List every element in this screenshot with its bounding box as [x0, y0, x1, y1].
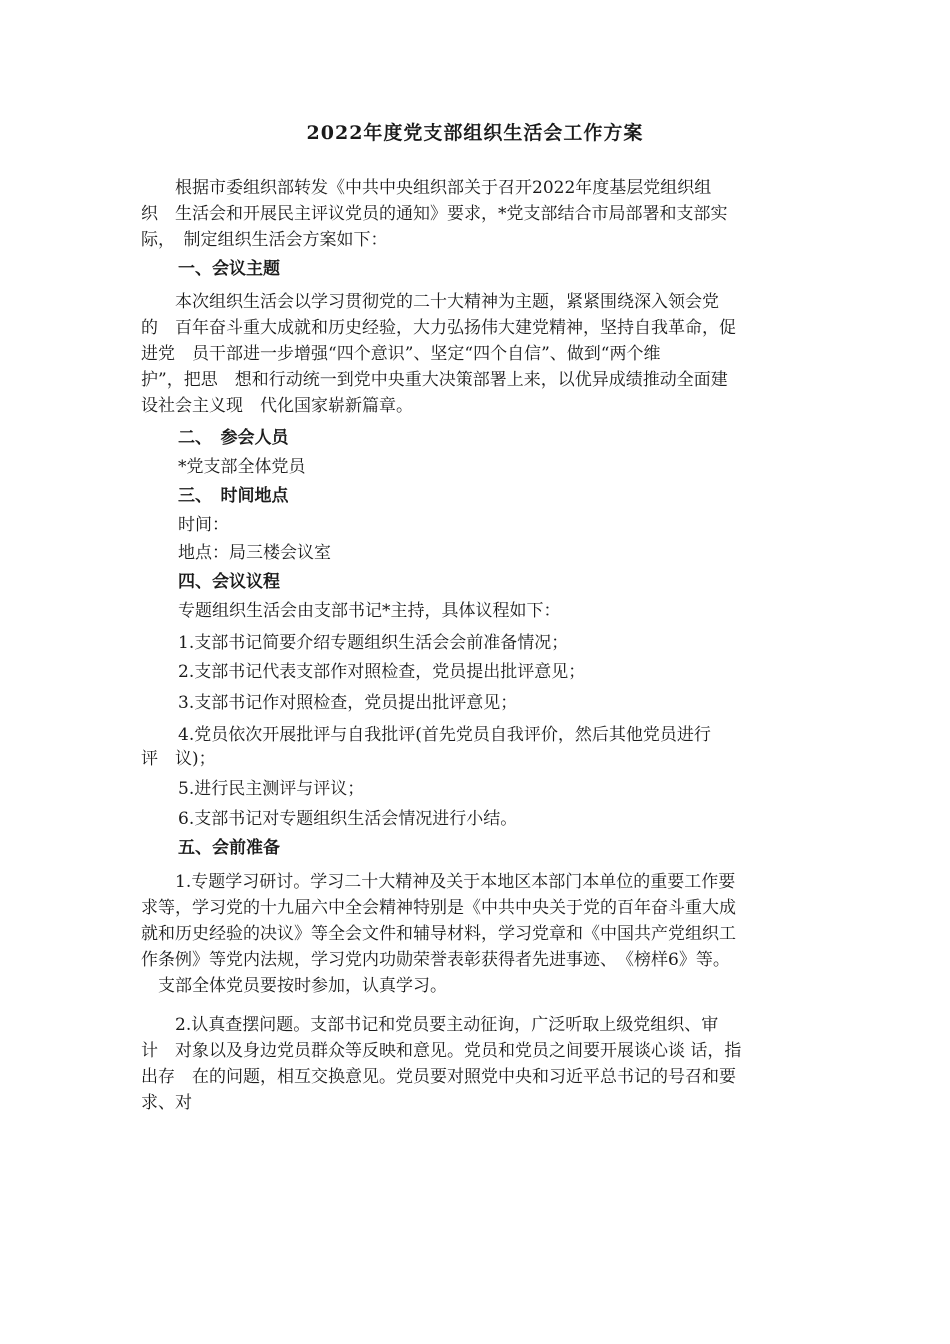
agenda-item: 3.支部书记作对照检查，党员提出批评意见； [178, 693, 518, 713]
intro-line: 根据市委组织部转发《中共中央组织部关于召开2022年度基层党组织组 [141, 178, 712, 198]
paragraph-line: 支部全体党员要按时参加，认真学习。 [141, 976, 447, 996]
paragraph-line: 2.认真查摆问题。支部书记和党员要主动征询，广泛听取上级党组织、审 [141, 1015, 719, 1035]
section-heading-preparation: 五、会前准备 [178, 838, 280, 858]
section-heading-theme: 一、会议主题 [178, 259, 280, 279]
agenda-item: 5.进行民主测评与评议； [178, 779, 365, 799]
intro-line: 织 生活会和开展民主评议党员的通知》要求，*党支部结合市局部署和支部实 [141, 204, 728, 224]
paragraph-line: 就和历史经验的决议》等全会文件和辅导材料，学习党章和《中国共产党组织工 [141, 924, 736, 944]
document-title: 2022年度党支部组织生活会工作方案 [306, 122, 644, 144]
paragraph-line: 作条例》等党内法规，学习党内功勋荣誉表彰获得者先进事迹、 《榜样6》等。 [141, 950, 730, 970]
section-heading-time-place: 三、 时间地点 [178, 486, 289, 506]
agenda-item: 6.支部书记对专题组织生活会情况进行小结。 [178, 809, 518, 829]
paragraph-line: 计 对象以及身边党员群众等反映和意见。党员和党员之间要开展谈心谈 话，指 [141, 1041, 742, 1061]
paragraph-line: 本次组织生活会以学习贯彻党的二十大精神为主题，紧紧围绕深入领会党 [141, 292, 719, 312]
section-heading-agenda: 四、会议议程 [178, 572, 280, 592]
agenda-item-continued: 评 议)； [141, 749, 216, 769]
paragraph-line: 求、对 [141, 1093, 192, 1113]
paragraph-line: *党支部全体党员 [178, 457, 306, 477]
section-heading-attendees: 二、 参会人员 [178, 428, 289, 448]
paragraph-line: 求等，学习党的十九届六中全会精神特别是《中共中央关于党的百年奋斗重大成 [141, 898, 736, 918]
paragraph-line: 护”，把思 想和行动统一到党中央重大决策部署上来，以优异成绩推动全面建 [141, 370, 728, 390]
agenda-item: 2.支部书记代表支部作对照检查，党员提出批评意见； [178, 662, 586, 682]
agenda-item: 1.支部书记简要介绍专题组织生活会会前准备情况； [178, 633, 569, 653]
paragraph-line: 出存 在的问题，相互交换意见。党员要对照党中央和习近平总书记的号召和要 [141, 1067, 736, 1087]
paragraph-line: 专题组织生活会由支部书记*主持，具体议程如下： [178, 601, 561, 621]
paragraph-line: 1.专题学习研讨。学习二十大精神及关于本地区本部门本单位的重要工作要 [141, 872, 736, 892]
paragraph-line: 的 百年奋斗重大成就和历史经验，大力弘扬伟大建党精神，坚持自我革命，促 [141, 318, 736, 338]
agenda-item: 4.党员依次开展批评与自我批评(首先党员自我评价，然后其他党员进行 [178, 725, 711, 745]
intro-line: 际， 制定组织生活会方案如下： [141, 230, 388, 250]
paragraph-line: 时间： [178, 515, 229, 535]
paragraph-line: 设社会主义现 代化国家崭新篇章。 [141, 396, 413, 416]
paragraph-line: 地点：局三楼会议室 [178, 543, 331, 563]
paragraph-line: 进党 员干部进一步增强“四个意识”、坚定“四个自信”、做到“两个维 [141, 344, 661, 364]
